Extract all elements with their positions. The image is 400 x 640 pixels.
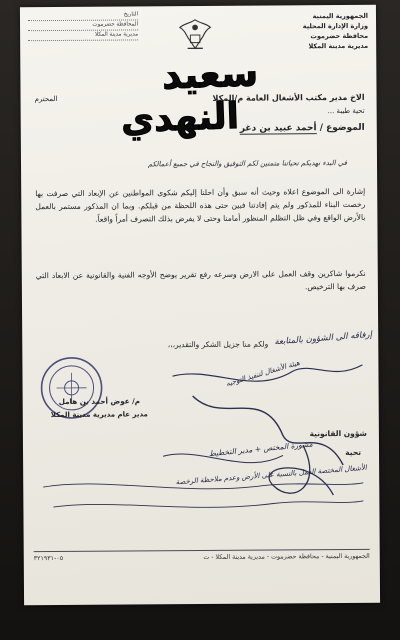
greeting-short: تحية طيبة ... (327, 106, 365, 116)
handwritten-note: هيئة الأشغال لتنفيذ التوجيه (225, 358, 301, 389)
addressee-text: الاخ مدير مكتب الأشغال العامة م/المكلا (212, 92, 365, 103)
overlay-name-line-1: سعيد (161, 50, 259, 98)
header-line: وزارة الإدارة المحلية (302, 21, 369, 31)
legal-dept-label: شؤون القانونية (309, 428, 367, 439)
header-ministry-block (258, 11, 368, 52)
handwritten-note: إرفاقه الى الشؤون بالمتابعة (274, 329, 373, 348)
footer-bar (34, 549, 370, 562)
subject-name: أحمد عبيد بن دغر (239, 123, 317, 134)
stamp-line: التاريخ (28, 10, 138, 21)
footer-address: الجمهورية اليمنية - محافظة حضرموت - مديرية مدينة المكلا - ت (203, 552, 370, 561)
overlay-name-line-2: النهدي (120, 95, 240, 142)
body-paragraph-2: نكرموا شاكرين وقف العمل على الارض وسرعه رفع تقرير يوضح الأوجه الفنية والقانونية عن الابعاد التي صرف بها الترخيص. (35, 268, 366, 292)
header-line: مديرية مدينة المكلا (308, 41, 369, 51)
signatory-name: م/ عوض أحمد بن هامل (58, 396, 141, 406)
body-paragraph-1: إشارة الى الموضوع اعلاه وحيث أنه سبق وأن احلنا إليكم شكوى المواطنين عن الإبعاد التي صرفت بها رخصت البناء للمذكور ولم يتم إفادتنا فبين حتى هذه اللحظة من قبلكم. وبما ان المذكور مستمر بالعمل بالأرض الواقع وفي ظل التظلم المنظور أمامنا وحتى لا يفرض بذلك التصرف أمراً واقعاً. (35, 186, 366, 224)
legal-affairs-heading (310, 429, 368, 457)
stamp-line: المحافظة حضرموت (28, 20, 138, 31)
respect-label: المحترم (34, 94, 58, 104)
handwritten-greeting: في البدء نهديكم تحياتنا متمنين لكم التوفيق والنجاح في جميع أعمالكم (147, 158, 348, 169)
stamp-line: مديرية مدينة المكلا (28, 30, 138, 41)
header-line: محافظة حضرموت (310, 31, 369, 41)
closing-line: ولكم منا جزيل الشكر والتقدير،،، (167, 339, 269, 350)
handwritten-note: الأشغال المختصة العمل بالنسبة على الأرض وعدم ملاحظة الرخصة (175, 463, 368, 487)
subject-label: الموضوع / (319, 122, 365, 134)
header-line: الجمهورية اليمنية (312, 11, 369, 21)
handwritten-note: مشورة المختص + مدير التخطيط (208, 439, 314, 459)
legal-sub-label: تحية (345, 447, 362, 457)
footer-phone: ٠٥-٣٢١٩٣١ (33, 554, 64, 563)
yemen-eagle-emblem-icon (176, 16, 214, 54)
signatory-title: مدير عام مديرية مدينة المكلا (50, 410, 148, 420)
